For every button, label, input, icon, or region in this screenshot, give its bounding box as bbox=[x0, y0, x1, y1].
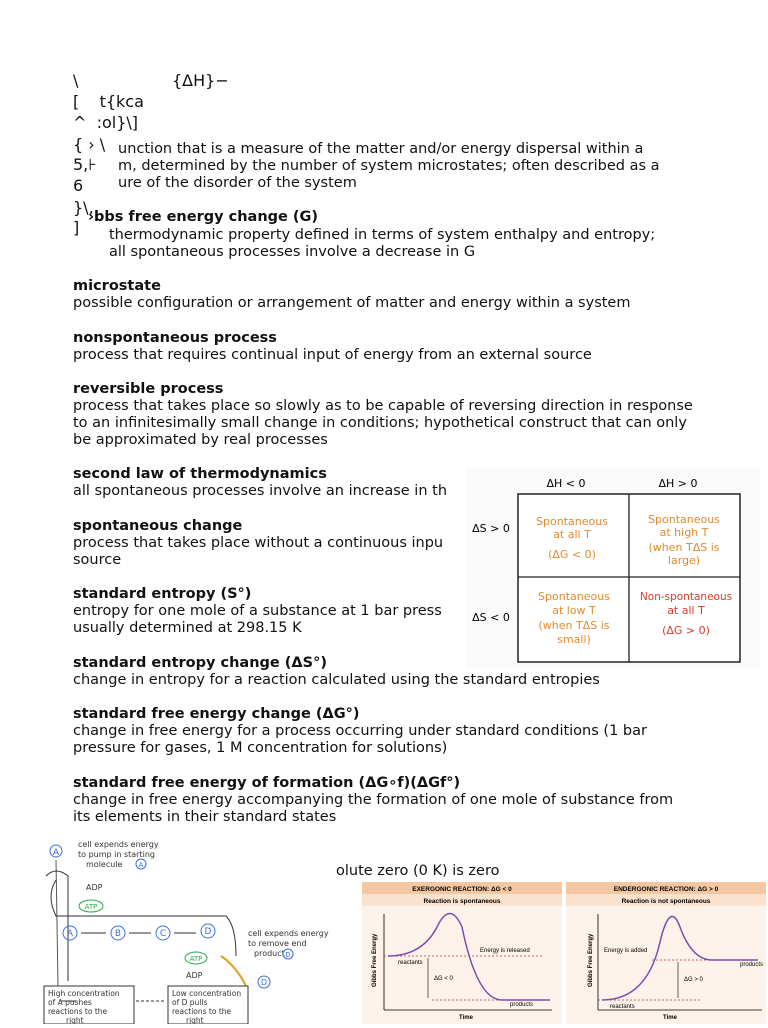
glossary-definition: process that takes place so slowly as to be capable of reversing direction in response to an infinitesimally small change in conditions; hypothetical construct that can only be approximated by real processes bbox=[73, 398, 693, 448]
cell-21-line1: Spontaneous bbox=[538, 590, 610, 603]
exergonic-dg: ΔG < 0 bbox=[434, 976, 453, 982]
garbled-header-5: 5,⊦ bbox=[73, 155, 97, 174]
node-d-bottom: D bbox=[260, 978, 268, 987]
node-a-top: A bbox=[52, 848, 60, 858]
spontaneity-table bbox=[466, 468, 760, 668]
garbled-header-1b: {ΔH}− bbox=[172, 71, 229, 90]
cycle-node-a: A bbox=[66, 929, 74, 939]
glossary-definition: possible configuration or arrangement of matter and energy within a system bbox=[73, 295, 631, 311]
note-right-3: product bbox=[254, 949, 285, 958]
cycle-node-b: B bbox=[114, 929, 122, 939]
glossary-term: nonspontaneous process bbox=[73, 330, 277, 346]
cell-12-line1: Spontaneous bbox=[648, 513, 720, 526]
glossary-term: standard entropy change (ΔS°) bbox=[73, 655, 327, 671]
garbled-header-8: ] bbox=[73, 218, 80, 237]
table-row1: ΔS > 0 bbox=[472, 522, 510, 535]
cell-12-line4: large) bbox=[667, 554, 701, 567]
glossary-entry-nonspontaneous bbox=[73, 330, 713, 364]
glossary-term: second law of thermodynamics bbox=[73, 466, 327, 482]
box-left-1: High concentration bbox=[48, 989, 120, 998]
glossary-definition: process that takes place without a continuous inpu source bbox=[73, 535, 444, 568]
exergonic-title: EXERGONIC REACTION: ΔG < 0 bbox=[412, 886, 512, 893]
glossary-term: standard free energy of formation (ΔG∘f)(ΔGf°) bbox=[73, 775, 461, 791]
box-right-3: reactions to the bbox=[172, 1007, 232, 1016]
glossary-term: standard entropy (S°) bbox=[73, 586, 252, 602]
glossary-entry-standard-entropy bbox=[73, 586, 468, 637]
gibbs-def-line1: thermodynamic property defined in terms of system enthalpy and entropy; bbox=[109, 227, 656, 243]
endergonic-dg: ΔG > 0 bbox=[684, 977, 703, 983]
endergonic-annotation: Energy is added bbox=[604, 948, 648, 954]
entropy-definition bbox=[118, 141, 660, 192]
glossary-entry-standard-free-energy-change bbox=[73, 706, 713, 757]
glossary-entry-reversible bbox=[73, 381, 713, 449]
glossary-definition: change in free energy for a process occurring under standard conditions (1 bar pressure for gases, 1 M concentration for solutions) bbox=[73, 723, 647, 756]
label-adp-2: ADP bbox=[186, 971, 203, 980]
cycle-diagram bbox=[36, 836, 340, 1024]
glossary-term: reversible process bbox=[73, 381, 224, 397]
endergonic-subtitle: Reaction is not spontaneous bbox=[621, 898, 711, 905]
cell-22-line2: at all T bbox=[667, 604, 705, 617]
endergonic-ylabel: Gibbs Free Energy bbox=[588, 933, 594, 987]
box-right-2: of D pulls bbox=[172, 998, 208, 1007]
box-left-4: right bbox=[66, 1016, 84, 1024]
garbled-header-3: ^ :ol}\] bbox=[73, 113, 139, 132]
garbled-header-2: [ t{kca bbox=[73, 92, 144, 111]
glossary-term: standard free energy change (ΔG°) bbox=[73, 706, 360, 722]
exergonic-ylabel: Gibbs Free Energy bbox=[372, 933, 378, 987]
spontaneity-table-svg bbox=[466, 468, 760, 668]
cell-22-line3: (ΔG > 0) bbox=[662, 624, 710, 637]
note-top-1: cell expends energy bbox=[78, 840, 159, 849]
endergonic-xlabel: Time bbox=[663, 1015, 677, 1021]
cell-21-line4: small) bbox=[557, 633, 591, 646]
cell-11-line3: (ΔG < 0) bbox=[548, 548, 596, 561]
endergonic-reactants: reactants bbox=[610, 1004, 635, 1010]
glossary-definition: entropy for one mole of a substance at 1 bar press usually determined at 298.15 K bbox=[73, 603, 442, 636]
box-left-3: reactions to the bbox=[48, 1007, 108, 1016]
cycle-diagram-svg bbox=[36, 836, 340, 1024]
gibbs-def-line2: all spontaneous processes involve a decrease in G bbox=[109, 244, 476, 260]
label-atp: ATP bbox=[84, 903, 98, 911]
cell-12-line3: (when TΔS is bbox=[648, 541, 720, 554]
garbled-header-1a: \ bbox=[73, 71, 79, 90]
cell-21-line2: at low T bbox=[552, 604, 596, 617]
box-right-1: Low concentration bbox=[172, 989, 242, 998]
entropy-def-line1: unction that is a measure of the matter and/or energy dispersal within a bbox=[118, 141, 644, 157]
energy-diagrams bbox=[362, 882, 766, 1024]
label-atp-2: ATP bbox=[189, 955, 203, 963]
gibbs-term: ›bbs free energy change (G) bbox=[88, 209, 319, 225]
entropy-def-line2: m, determined by the number of system microstates; often described as a bbox=[118, 158, 660, 174]
cell-22-line1: Non-spontaneous bbox=[639, 591, 733, 603]
garbled-header-6: 6 bbox=[73, 176, 84, 195]
cycle-node-c: C bbox=[159, 929, 167, 939]
endergonic-title: ENDERGONIC REACTION: ΔG > 0 bbox=[613, 886, 719, 893]
note-top-3: molecule bbox=[86, 860, 123, 869]
note-right-letter: D bbox=[285, 951, 291, 959]
label-adp: ADP bbox=[86, 883, 103, 892]
exergonic-subtitle: Reaction is spontaneous bbox=[423, 898, 501, 905]
cycle-node-d: D bbox=[204, 927, 212, 937]
garbled-header-7: }\, bbox=[73, 198, 94, 217]
glossary-entry-second-law bbox=[73, 466, 468, 500]
glossary-entry-microstate bbox=[73, 278, 713, 312]
glossary-entry-free-energy-formation bbox=[73, 775, 713, 826]
box-left-2: of A pushes bbox=[48, 998, 92, 1007]
glossary-definition: change in free energy accompanying the formation of one mole of substance from its elements in their standard states bbox=[73, 792, 674, 825]
garbled-header-4: { › \ bbox=[73, 135, 106, 154]
cell-11-line1: Spontaneous bbox=[536, 515, 608, 528]
glossary-definition: all spontaneous processes involve an increase in th bbox=[73, 483, 448, 499]
note-right-1: cell expends energy bbox=[248, 929, 329, 938]
exergonic-reactants: reactants bbox=[398, 960, 423, 966]
exergonic-xlabel: Time bbox=[459, 1015, 473, 1021]
table-col2: ΔH > 0 bbox=[658, 477, 698, 490]
cell-11-line2: at all T bbox=[553, 528, 591, 541]
entropy-def-line3: ure of the disorder of the system bbox=[118, 175, 357, 191]
glossary-definition: change in entropy for a reaction calculated using the standard entropies bbox=[73, 672, 600, 688]
exergonic-products: products bbox=[510, 1002, 534, 1008]
energy-diagrams-svg bbox=[362, 882, 766, 1024]
glossary-definition: process that requires continual input of energy from an external source bbox=[73, 347, 592, 363]
glossary-entry-spontaneous-change bbox=[73, 518, 468, 569]
third-law-partial: olute zero (0 K) is zero bbox=[336, 863, 500, 879]
note-right-2: to remove end bbox=[248, 939, 307, 948]
note-top-2: to pump in starting bbox=[78, 850, 155, 859]
glossary-term: spontaneous change bbox=[73, 518, 243, 534]
box-right-4: right bbox=[186, 1016, 204, 1024]
gibbs-definition bbox=[109, 227, 655, 261]
exergonic-annotation: Energy is released bbox=[480, 948, 530, 954]
endergonic-products: products bbox=[740, 962, 764, 968]
table-col1: ΔH < 0 bbox=[546, 477, 586, 490]
note-top-letter: A bbox=[138, 861, 144, 869]
table-row2: ΔS < 0 bbox=[472, 611, 510, 624]
cell-12-line2: at high T bbox=[659, 526, 709, 539]
cell-21-line3: (when TΔS is bbox=[538, 619, 610, 632]
glossary-term: microstate bbox=[73, 278, 161, 294]
